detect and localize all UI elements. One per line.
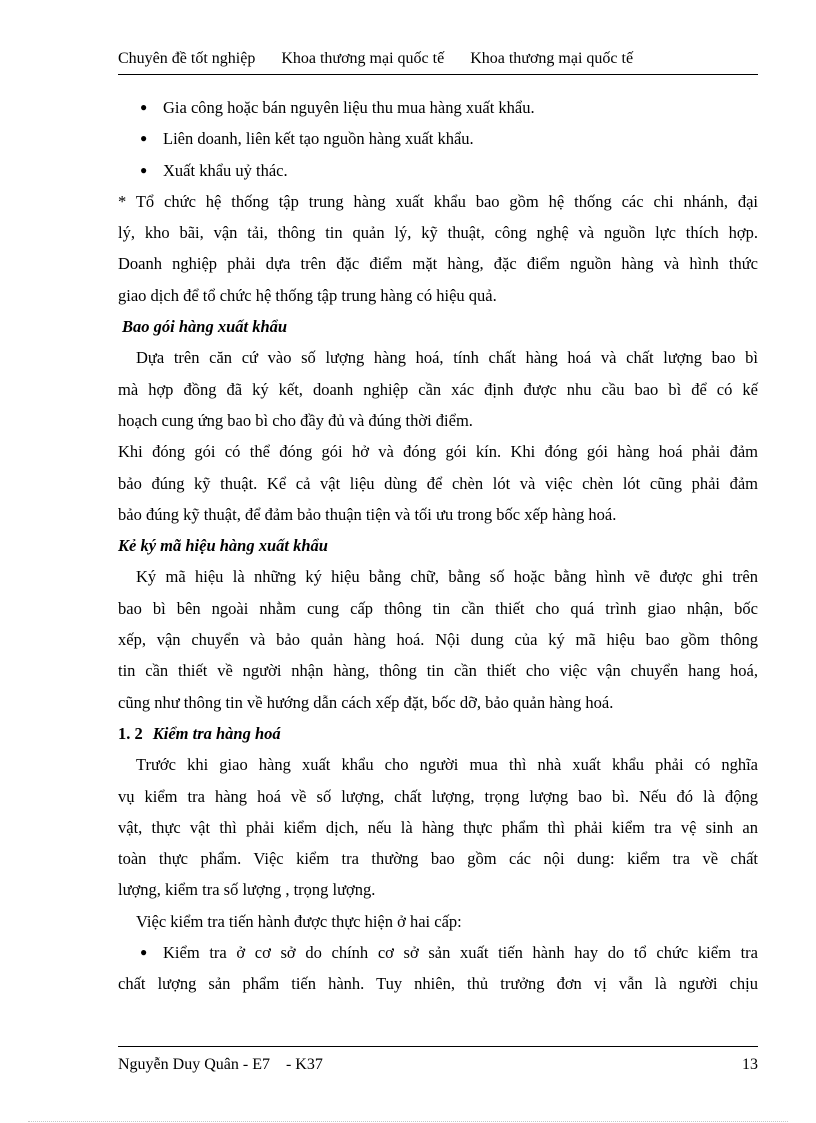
- paragraph-line: mà hợp đồng đã ký kết, doanh nghiệp cần xác định được nhu cầu bao bì để có kế: [118, 379, 758, 399]
- paragraph-line: bảo đúng kỹ thuật. Kể cả vật liệu dùng để chèn lót và việc chèn lót cũng phải đảm: [118, 473, 758, 493]
- page-body: [118, 92, 758, 1000]
- section-title: Kiểm tra hàng hoá: [152, 723, 281, 743]
- page-number: 13: [742, 1056, 758, 1073]
- footer-author: Nguyễn Duy Quân - E7 - K37: [118, 1056, 323, 1073]
- paragraph-line: Ký mã hiệu là những ký hiệu bằng chữ, bằng số hoặc bằng hình vẽ được ghi trên: [136, 567, 758, 587]
- section-number: 1. 2: [118, 723, 143, 743]
- paragraph-line: Dựa trên căn cứ vào số lượng hàng hoá, tính chất hàng hoá và chất lượng bao bì: [136, 348, 758, 368]
- header-faculty: Khoa thương mại quốc tế: [281, 50, 445, 67]
- section-heading: [118, 718, 758, 749]
- paragraph-line: giao dịch để tổ chức hệ thống tập trung hàng có hiệu quả.: [118, 285, 497, 305]
- header-title: Chuyên đề tốt nghiệp: [118, 50, 256, 67]
- list-item: ● Kiểm tra ở cơ sở do chính cơ sở sản xuất tiến hành hay do tổ chức kiểm tra: [118, 937, 758, 968]
- heading-packaging: Bao gói hàng xuất khẩu: [122, 317, 288, 337]
- paragraph-line: bao bì bên ngoài nhằm cung cấp thông tin cần thiết cho quá trình giao nhận, bốc: [118, 598, 758, 618]
- paragraph-line: chất lượng sản phẩm tiến hành. Tuy nhiên, thủ trưởng đơn vị vẫn là người chịu: [118, 974, 758, 994]
- bullet-icon: ●: [140, 100, 148, 114]
- page-divider: [28, 1121, 788, 1122]
- paragraph-line: vụ kiểm tra hàng hoá về số lượng, chất lượng, trọng lượng bao bì. Nếu đó là động: [118, 786, 758, 806]
- heading-marking: Kẻ ký mã hiệu hàng xuất khẩu: [118, 536, 328, 556]
- paragraph-line: Doanh nghiệp phải dựa trên đặc điểm mặt hàng, đặc điểm nguồn hàng và hình thức: [118, 254, 758, 274]
- list-item: ● Gia công hoặc bán nguyên liệu thu mua hàng xuất khẩu.: [118, 92, 758, 123]
- page-footer: [118, 1046, 758, 1074]
- paragraph-line: Việc kiểm tra tiến hành được thực hiện ở hai cấp:: [136, 911, 462, 931]
- paragraph-line: hoạch cung ứng bao bì cho đầy đủ và đúng thời điểm.: [118, 410, 473, 430]
- paragraph-line: bảo đúng kỹ thuật, để đảm bảo thuận tiện và tối ưu trong bốc xếp hàng hoá.: [118, 504, 617, 524]
- paragraph-line: Khi đóng gói có thể đóng gói hở và đóng gói kín. Khi đóng gói hàng hoá phải đảm: [118, 442, 758, 462]
- list-item: ● Liên doanh, liên kết tạo nguồn hàng xuất khẩu.: [118, 123, 758, 154]
- paragraph-line: tin cần thiết về người nhận hàng, thông tin cần thiết cho việc vận chuyển hang hoá,: [118, 661, 758, 681]
- bullet-icon: ●: [140, 162, 148, 177]
- header-faculty-repeat: Khoa thương mại quốc tế: [470, 50, 634, 67]
- paragraph-line: vật, thực vật thì phải kiểm dịch, nếu là hàng thực phẩm thì phải kiểm tra vệ sinh an: [118, 817, 758, 837]
- paragraph-line: * Tổ chức hệ thống tập trung hàng xuất khẩu bao gồm hệ thống các chi nhánh, đại: [118, 191, 758, 211]
- list-item: ● Xuất khẩu uỷ thác.: [118, 155, 758, 186]
- page-header: [118, 50, 758, 75]
- paragraph-line: Trước khi giao hàng xuất khẩu cho người mua thì nhà xuất khẩu phải có nghĩa: [136, 755, 758, 775]
- paragraph-line: toàn thực phẩm. Việc kiểm tra thường bao gồm các nội dung: kiểm tra về chất: [118, 849, 758, 869]
- paragraph-line: xếp, vận chuyển và bảo quản hàng hoá. Nội dung của ký mã hiệu bao gồm thông: [118, 630, 758, 650]
- bullet-icon: ●: [140, 945, 148, 960]
- bullet-icon: ●: [140, 131, 148, 146]
- paragraph-line: lượng, kiểm tra số lượng , trọng lượng.: [118, 880, 376, 900]
- paragraph-line: lý, kho bãi, vận tải, thông tin quản lý, kỹ thuật, công nghệ và nguồn lực thích hợp.: [118, 223, 758, 243]
- paragraph-line: cũng như thông tin về hướng dẫn cách xếp đặt, bốc dỡ, bảo quản hàng hoá.: [118, 692, 614, 712]
